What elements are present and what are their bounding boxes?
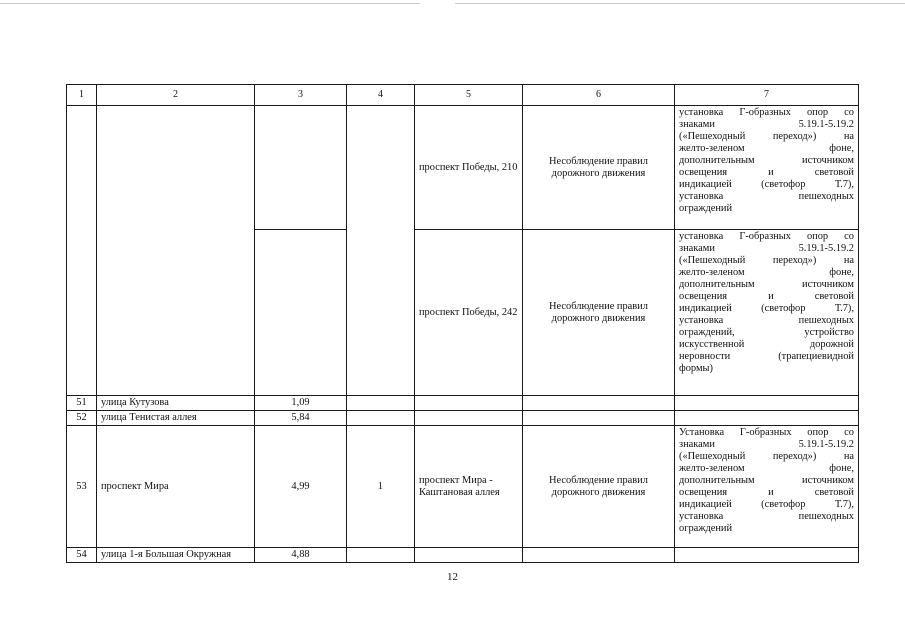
- column-header-3: 3: [255, 85, 347, 106]
- measures-line: искусственной дорожной: [679, 339, 854, 350]
- street-cell: улица Кутузова: [97, 396, 255, 411]
- measures-line: («Пешеходный переход») на: [679, 451, 854, 462]
- column-header-5: 5: [415, 85, 523, 106]
- measures-cell: [675, 411, 859, 426]
- measures-line: («Пешеходный переход») на: [679, 255, 854, 266]
- measures-line: знаками 5.19.1-5.19.2: [679, 439, 854, 450]
- column-header-2: 2: [97, 85, 255, 106]
- count-cell: [347, 396, 415, 411]
- row-number-cell: 54: [67, 548, 97, 563]
- length-cell: [255, 230, 347, 396]
- measures-line: желто-зеленом фоне,: [679, 143, 854, 154]
- measures-line: освещения и световой: [679, 167, 854, 178]
- address-cell: [415, 396, 523, 411]
- measures-line: желто-зеленом фоне,: [679, 267, 854, 278]
- measures-line: дополнительным источником: [679, 475, 854, 486]
- measures-line: ограждений: [679, 203, 733, 214]
- address-cell: проспект Мира - Каштановая аллея: [415, 426, 523, 548]
- document-table: [66, 84, 859, 563]
- count-cell: 1: [347, 426, 415, 548]
- scan-edge-line: [455, 3, 905, 4]
- measures-line: индикацией (светофор Т.7),: [679, 499, 854, 510]
- length-cell: 5,84: [255, 411, 347, 426]
- table-row: [67, 106, 859, 230]
- measures-line: установка Г-образных опор со: [679, 231, 854, 242]
- violation-cell: [523, 396, 675, 411]
- measures-line: дополнительным источником: [679, 279, 854, 290]
- measures-line: желто-зеленом фоне,: [679, 463, 854, 474]
- count-cell: [347, 411, 415, 426]
- measures-cell: [675, 396, 859, 411]
- header-row: [67, 85, 859, 106]
- table-row: [67, 426, 859, 548]
- street-cell: [97, 106, 255, 396]
- measures-line: индикацией (светофор Т.7),: [679, 179, 854, 190]
- measures-line: ограждений: [679, 523, 733, 534]
- measures-cell: [675, 106, 859, 230]
- table-row: [67, 411, 859, 426]
- column-header-1: 1: [67, 85, 97, 106]
- address-cell: [415, 411, 523, 426]
- violation-cell: Несоблюдение правил дорожного движения: [523, 230, 675, 396]
- violation-cell: Несоблюдение правил дорожного движения: [523, 426, 675, 548]
- column-header-4: 4: [347, 85, 415, 106]
- measures-line: знаками 5.19.1-5.19.2: [679, 243, 854, 254]
- page-number: 12: [447, 571, 458, 583]
- street-cell: улица 1-я Большая Окружная: [97, 548, 255, 563]
- violation-cell: Несоблюдение правил дорожного движения: [523, 106, 675, 230]
- scan-edge-line: [0, 3, 420, 4]
- count-cell: [347, 548, 415, 563]
- measures-line: ограждений, устройство: [679, 327, 854, 338]
- measures-line: установка пешеходных: [679, 511, 854, 522]
- measures-line: установка Г-образных опор со: [679, 107, 854, 118]
- address-cell: проспект Победы, 242: [415, 230, 523, 396]
- length-cell: 1,09: [255, 396, 347, 411]
- measures-line: установка пешеходных: [679, 191, 854, 202]
- row-number-cell: 52: [67, 411, 97, 426]
- measures-line: формы): [679, 363, 713, 374]
- length-cell: [255, 106, 347, 230]
- measures-line: освещения и световой: [679, 487, 854, 498]
- table-row: [67, 396, 859, 411]
- measures-line: неровности (трапециевидной: [679, 351, 854, 362]
- violation-cell: [523, 411, 675, 426]
- address-cell: проспект Победы, 210: [415, 106, 523, 230]
- address-cell: [415, 548, 523, 563]
- measures-line: («Пешеходный переход») на: [679, 131, 854, 142]
- count-cell: [347, 106, 415, 396]
- measures-cell: [675, 230, 859, 396]
- measures-line: Установка Г-образных опор со: [679, 427, 854, 438]
- table-row: [67, 548, 859, 563]
- violation-cell: [523, 548, 675, 563]
- measures-cell: [675, 426, 859, 548]
- measures-line: знаками 5.19.1-5.19.2: [679, 119, 854, 130]
- measures-line: освещения и световой: [679, 291, 854, 302]
- column-header-7: 7: [675, 85, 859, 106]
- street-cell: улица Тенистая аллея: [97, 411, 255, 426]
- column-header-6: 6: [523, 85, 675, 106]
- street-cell: проспект Мира: [97, 426, 255, 548]
- row-number-cell: 53: [67, 426, 97, 548]
- length-cell: 4,88: [255, 548, 347, 563]
- measures-line: индикацией (светофор Т.7),: [679, 303, 854, 314]
- measures-cell: [675, 548, 859, 563]
- length-cell: 4,99: [255, 426, 347, 548]
- measures-line: установка пешеходных: [679, 315, 854, 326]
- measures-line: дополнительным источником: [679, 155, 854, 166]
- row-number-cell: 51: [67, 396, 97, 411]
- row-number-cell: [67, 106, 97, 396]
